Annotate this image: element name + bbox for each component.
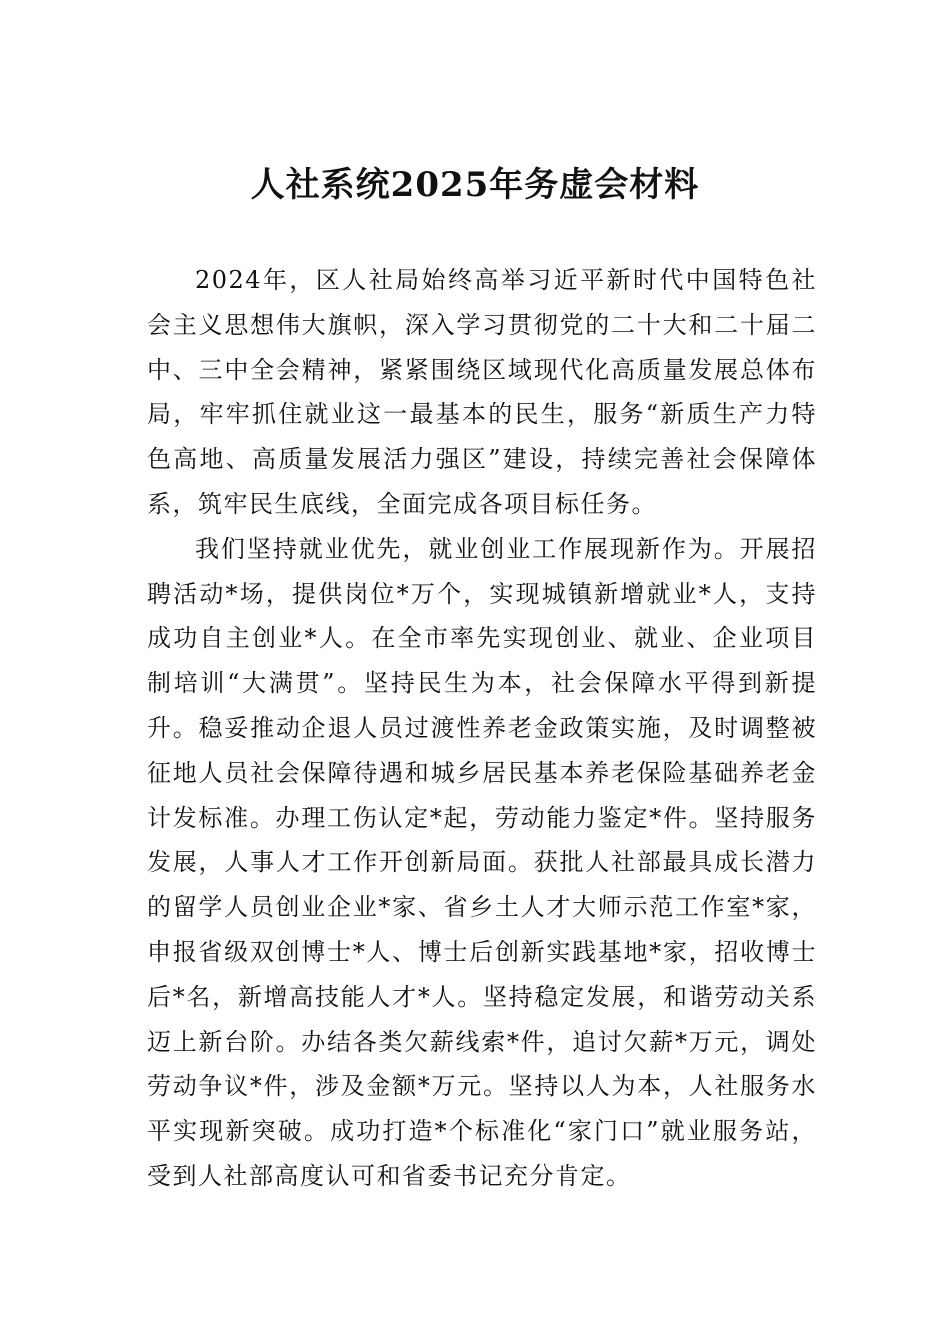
paragraph-intro: 2024年，区人社局始终高举习近平新时代中国特色社会主义思想伟大旗帜，深入学习贯彻党的二十大和二十届二中、三中全会精神，紧紧围绕区域现代化高质量发展总体布局，牢牢抓住就业这一最基本的民生，服务“新质生产力特色高地、高质量发展活力强区”建设，持续完善社会保障体系，筑牢民生底线，全面完成各项目标任务。 — [147, 266, 817, 518]
document-title: 人社系统2025年务虚会材料 — [250, 165, 700, 205]
document-body — [147, 258, 817, 1199]
paragraph-achievements: 我们坚持就业优先，就业创业工作展现新作为。开展招聘活动*场，提供岗位*万个，实现城镇新增就业*人，支持成功自主创业*人。在全市率先实现创业、就业、企业项目制培训“大满贯”。坚持民生为本，社会保障水平得到新提升。稳妥推动企退人员过渡性养老金政策实施，及时调整被征地人员社会保障待遇和城乡居民基本养老保险基础养老金计发标准。办理工伤认定*起，劳动能力鉴定*件。坚持服务发展，人事人才工作开创新局面。获批人社部最具成长潜力的留学人员创业企业*家、省乡土人才大师示范工作室*家，申报省级双创博士*人、博士后创新实践基地*家，招收博士后*名，新增高技能人才*人。坚持稳定发展，和谐劳动关系迈上新台阶。办结各类欠薪线索*件，追讨欠薪*万元，调处劳动争议*件，涉及金额*万元。坚持以人为本，人社服务水平实现新突破。成功打造*个标准化“家门口”就业服务站，受到人社部高度认可和省委书记充分肯定。 — [147, 534, 817, 1190]
